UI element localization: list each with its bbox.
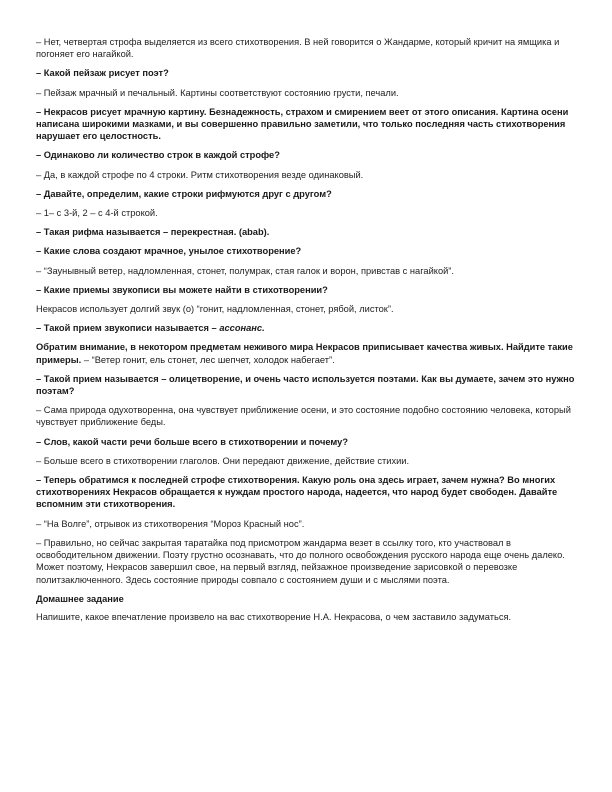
question-paragraph: – Какие приемы звукописи вы можете найти в стихотворении? — [36, 284, 328, 295]
answer-paragraph: – 1– с 3-й, 2 – с 4-й строкой. — [36, 208, 158, 219]
answer-paragraph: – Сама природа одухотворенна, она чувствует приближение осени, и это состояние подобно состоянию человека, который чувствует приближение беды. — [36, 405, 571, 428]
answer-paragraph: – Да, в каждой строфе по 4 строки. Ритм стихотворения везде одинаковый. — [36, 169, 364, 180]
teacher-paragraph: – Такая рифма называется – перекрестная. (abab). — [36, 227, 270, 238]
question-paragraph: – Одинаково ли количество строк в каждой строфе? — [36, 150, 280, 161]
answer-paragraph: – “На Волге”, отрывок из стихотворения “Мороз Красный нос”. — [36, 518, 305, 529]
question-paragraph: – Какой пейзаж рисует поэт? — [36, 68, 169, 79]
homework-paragraph: Напишите, какое впечатление произвело на вас стихотворение Н.А. Некрасова, о чем заставило задуматься. — [36, 611, 512, 622]
answer-paragraph: – “Заунывный ветер, надломленная, стонет, полумрак, стая галок и ворон, привстав с нагайкой”. — [36, 265, 454, 276]
question-paragraph: – Теперь обратимся к последней строфе стихотворения. Какую роль она здесь играет, зачем нужна? Во многих стихотворениях Некрасов обращается к нуждам простого народа, надеется, что народ будет свободен. Давайте вспомним эти стихотворения. — [36, 475, 558, 510]
section-heading: Домашнее задание — [36, 593, 124, 604]
question-paragraph: – Слов, какой части речи больше всего в стихотворении и почему? — [36, 436, 349, 447]
document-page — [36, 36, 576, 630]
answer-paragraph: – Пейзаж мрачный и печальный. Картины соответствуют состоянию грусти, печали. — [36, 87, 399, 98]
teacher-text: – Такой прием звукописи называется – — [36, 323, 220, 334]
answer-paragraph: – Нет, четвертая строфа выделяется из всего стихотворения. В ней говорится о Жандарме, который кричит на ямщика и погоняет его нагайкой. — [36, 37, 560, 60]
question-paragraph: – Такой прием называется – олицетворение, и очень часто используется поэтами. Как вы думаете, зачем это нужно поэтам? — [36, 373, 575, 397]
teacher-paragraph: – Некрасов рисует мрачную картину. Безнадежность, страхом и смирением веет от этого описания. Картина осени написана широкими мазками, и вы совершенно правильно заметили, что только последняя часть стихотворения нарушает его целостность. — [36, 106, 569, 142]
answer-inline: – “Ветер гонит, ель стонет, лес шепчет, холодок набегает”. — [81, 354, 335, 365]
teacher-paragraph — [36, 341, 576, 365]
answer-paragraph: – Больше всего в стихотворении глаголов. Они передают движение, действие стихии. — [36, 455, 410, 466]
answer-paragraph: Некрасов использует долгий звук (о) “гонит, надломленная, стонет, рябой, листок”. — [36, 304, 394, 315]
question-paragraph: – Давайте, определим, какие строки рифмуются друг с другом? — [36, 188, 332, 199]
teacher-paragraph — [36, 322, 576, 334]
question-paragraph: – Какие слова создают мрачное, унылое стихотворение? — [36, 246, 302, 257]
answer-paragraph: – Правильно, но сейчас закрытая таратайка под присмотром жандарма везет в ссылку того, кто участвовал в освободительном движении. Поэту грустно осознавать, что до полного освобождения русского народа еще очень далеко. Может поэтому, Некрасов завершил свое, на первый взгляд, пейзажное произведение зарисовкой о перевозке политзаключенного. Здесь состояние природы совпало с состоянием души и с мыслями поэта. — [36, 537, 565, 585]
teacher-text: Обратим внимание, в некотором предметам неживого мира Некрасов приписывает качества живых. Найдите такие примеры. — [36, 342, 573, 365]
term-emphasis: ассонанс. — [219, 323, 265, 334]
